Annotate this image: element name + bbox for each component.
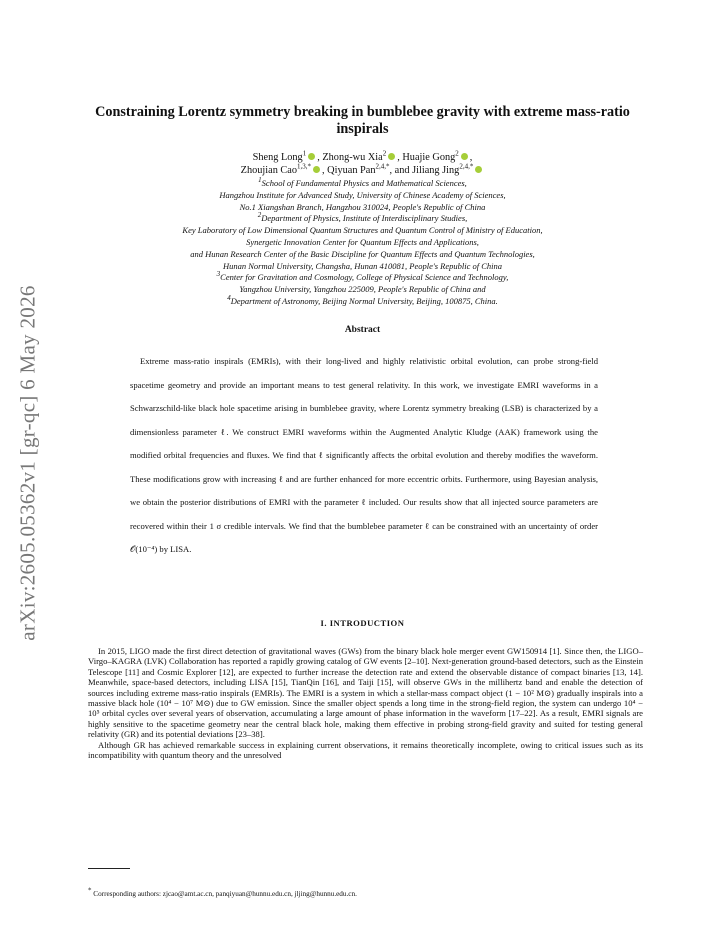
- affiliation-line: Synergetic Innovation Center for Quantum Effects and Applications,: [246, 236, 479, 247]
- paragraph: Although GR has achieved remarkable success in explaining current observations, it remains theoretically incomplete, owing to critical issues such as its incompatibility with quantum theory and the unresolved: [88, 739, 643, 761]
- affiliation-line: Hangzhou Institute for Advanced Study, University of Chinese Academy of Sciences,: [219, 189, 506, 200]
- affiliation-line: Hunan Normal University, Changsha, Hunan 410081, People's Republic of China: [223, 260, 502, 271]
- author-list: [80, 149, 645, 177]
- paragraph: In 2015, LIGO made the first direct detection of gravitational waves (GWs) from the binary black hole merger event GW150914 [1]. Since then, the LIGO–Virgo–KAGRA (LVK) Collaboration has reported a rapidly growing catalog of GW events [2–10]. Next-generation ground-based detectors, such as the Einstein Telescope [11] and Cosmic Explorer [12], are expected to further increase the detection rate and extend the observable distance of compact binaries [13, 14]. Meanwhile, space-based detectors, including LISA [15], TianQin [16], and Taiji [15], will observe GWs in the millihertz band and enable the detection of sources including extreme mass-ratio inspirals (EMRIs). The EMRI is a system in which a stellar-mass compact object (1 − 10² M⊙) gradually inspirals into a massive black hole (10⁴ − 10⁷ M⊙) due to GW emission. Since the smaller object spends a long time in the strong-field region, the system can undergo 10⁴ − 10⁵ orbital cycles over several years of observation, accumulating a large amount of phase information in the waveform [17–22]. As a result, EMRI signals are highly sensitive to the spacetime geometry near the central black hole, making them effective in probing strong-field gravity and suited for testing general relativity (GR) and its potential deviations [23–38].: [88, 646, 643, 740]
- footnote-mark: *: [88, 886, 92, 895]
- arxiv-stamp: [8, 268, 48, 658]
- footnote-text: Corresponding authors: zjcao@amt.ac.cn, panqiyuan@hunnu.edu.cn, jljing@hunnu.edu.cn.: [93, 890, 357, 898]
- affiliation-line: No.1 Xiangshan Branch, Hangzhou 310024, People's Republic of China: [239, 201, 486, 212]
- affiliation-line: and Hunan Research Center of the Basic Discipline for Quantum Effects and Quantum Technologies,: [190, 248, 535, 259]
- paper-title: Constraining Lorentz symmetry breaking in bumblebee gravity with extreme mass-ratio inspirals: [95, 104, 630, 137]
- author[interactable]: Zhoujian Cao$^{1,3,*}$ ,: [240, 162, 328, 176]
- footnote: [88, 886, 643, 899]
- affiliation-line: $^4$Department of Astronomy, Beijing Normal University, Beijing, 100875, China.: [227, 294, 498, 306]
- author[interactable]: Qiyuan Pan$^{2,4,*}$, and: [327, 162, 413, 176]
- footnote-rule: [88, 868, 130, 869]
- affiliation-line: Key Laboratory of Low Dimensional Quantum Structures and Quantum Control of Ministry of Education,: [182, 225, 543, 236]
- introduction-body: [88, 646, 643, 760]
- affiliations: [80, 178, 645, 308]
- orcid-icon[interactable]: [308, 153, 315, 160]
- author[interactable]: Sheng Long$^1$ ,: [252, 149, 323, 163]
- abstract-text: Extreme mass-ratio inspirals (EMRIs), with their long-lived and highly relativistic orbital evolution, can probe strong-field spacetime geometry and provide an important means to test general relativity. In this work, we investigate EMRI waveforms in a Schwarzschild-like black hole spacetime arising in bumblebee gravity, where Lorentz symmetry breaking (LSB) is characterized by a dimensionless parameter ℓ. We construct EMRI waveforms within the Augmented Analytic Kludge (AAK) framework using the modified orbital frequencies and fluxes. We find that ℓ significantly affects the orbital evolution and thereby modifies the waveform. These modifications grow with increasing ℓ and are further enhanced for more eccentric orbits. Furthermore, using Bayesian analysis, we obtain the posterior distributions of EMRI with the parameter ℓ included. Our results show that all injected source parameters are recovered within their 1 σ credible intervals. We find that the bumblebee parameter ℓ can be constrained with an uncertainty of order 𝒪(10⁻⁴) by LISA.: [130, 356, 598, 554]
- author[interactable]: Zhong-wu Xia$^2$ ,: [322, 149, 403, 163]
- affiliation-line: $^1$School of Fundamental Physics and Mathematical Sciences,: [258, 176, 467, 188]
- orcid-icon[interactable]: [388, 153, 395, 160]
- abstract-heading: Abstract: [344, 325, 381, 335]
- affiliation-line: $^3$Center for Gravitation and Cosmology, College of Physical Science and Technology,: [216, 270, 509, 283]
- orcid-icon[interactable]: [475, 166, 482, 173]
- affiliation-line: Yangzhou University, Yangzhou 225009, People's Republic of China and: [239, 284, 486, 295]
- orcid-icon[interactable]: [313, 166, 320, 173]
- orcid-icon[interactable]: [461, 153, 468, 160]
- author[interactable]: Huajie Gong$^2$ ,: [402, 149, 473, 163]
- arxiv-stamp-text: arXiv:2605.05362v1 [gr-qc] 6 May 2026: [15, 285, 40, 641]
- affiliation-line: $^2$Department of Physics, Institute of Interdisciplinary Studies,: [257, 211, 468, 224]
- section-heading: I. INTRODUCTION: [320, 618, 405, 628]
- author[interactable]: Jiliang Jing$^{2,4,*}$: [412, 165, 484, 176]
